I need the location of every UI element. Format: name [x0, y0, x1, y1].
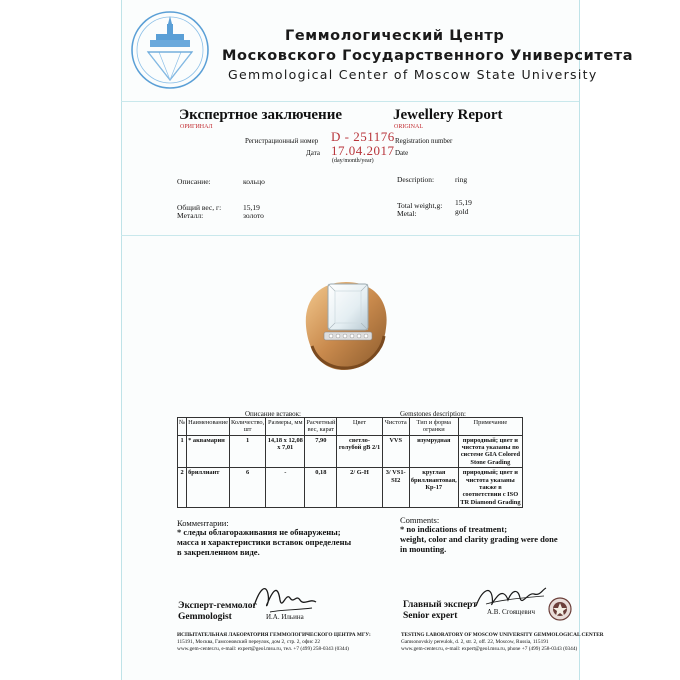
table-header-cell: Цвет	[337, 418, 382, 436]
table-cell: * аквамарин	[187, 435, 230, 467]
ring-photo	[298, 276, 394, 376]
reg-number-label-en: Registration number	[395, 137, 453, 145]
margin-line-left	[121, 0, 122, 680]
report-title-ru: Экспертное заключение	[179, 107, 343, 123]
comments-text-en-2: weight, color and clarity grading were done	[400, 534, 558, 544]
comments-text-ru-3: в закрепленном виде.	[177, 547, 260, 557]
expert-label-en: Gemmologist	[178, 612, 232, 622]
date-label-en: Date	[395, 149, 409, 157]
date-value: 17.04.2017	[331, 143, 395, 158]
description-value-en: ring	[455, 175, 468, 184]
table-cell: 1	[178, 435, 187, 467]
comments-label-en: Comments:	[400, 515, 440, 525]
description-value-ru: кольцо	[243, 177, 265, 186]
table-cell: -	[266, 468, 305, 508]
reg-number-value: D - 251176	[331, 129, 395, 144]
table-header-cell: Чистота	[382, 418, 409, 436]
senior-expert-label-en: Senior expert	[403, 611, 458, 621]
table-cell: круглая бриллиантовая, Кр-17	[409, 468, 458, 508]
footer-contacts-ru: www.gem-center.ru, e-mail: expert@geol.msu.ru, тел. +7 (499) 258-0343 (0344)	[177, 646, 349, 652]
footer-lab-en: TESTING LABORATORY OF MOSCOW UNIVERSITY GEMMOLOGICAL CENTER	[401, 632, 604, 638]
total-weight-label-ru: Общий вес, г:	[177, 203, 222, 212]
date-format-hint: (day/month/year)	[332, 158, 374, 164]
table-header-cell: №	[178, 418, 187, 436]
table-header-cell: Размеры, мм	[266, 418, 305, 436]
table-cell: 1	[229, 435, 265, 467]
reg-number-label-ru: Регистрационный номер	[245, 137, 319, 145]
metal-label-ru: Металл:	[177, 211, 204, 220]
metal-value-ru: золото	[243, 211, 264, 220]
table-cell: бриллиант	[187, 468, 230, 508]
comments-label-ru: Комментарии:	[177, 518, 229, 528]
footer-contacts-en: www.gem-center.ru, e-mail: expert@geol.msu.ru, phone +7 (499) 258-0343 (0344)	[401, 646, 578, 652]
margin-line-right	[579, 0, 580, 680]
table-header-cell: Количество, шт	[230, 419, 265, 434]
footer-lab-ru: ИСПЫТАТЕЛЬНАЯ ЛАБОРАТОРИЯ ГЕММОЛОГИЧЕСКОГО ЦЕНТРА МГУ:	[177, 632, 371, 638]
expert-label-ru: Эксперт-геммолог	[178, 601, 257, 611]
table-cell: 7,90	[305, 435, 337, 467]
guide-line-mid	[121, 235, 579, 236]
metal-value-en: gold	[455, 207, 469, 216]
table-cell: VVS	[382, 435, 409, 467]
comments-text-en-1: * no indications of treatment;	[400, 524, 508, 534]
total-weight-label-en: Total weight,g:	[397, 201, 443, 210]
certificate-seal-icon	[548, 597, 572, 621]
senior-expert-label-ru: Главный эксперт	[403, 600, 477, 610]
metal-label-en: Metal:	[397, 209, 417, 218]
table-cell: 2/ G-H	[337, 468, 382, 508]
table-header-cell: Тип и форма огранки	[409, 418, 458, 436]
comments-text-ru-1: * следы облагораживания не обнаружены;	[177, 527, 341, 537]
header-title-ru-2: Московского Государственного Университета	[222, 48, 634, 64]
footer-address-en: Gamsonovskiy pereulok, d. 2, str. 2, off. 22, Moscow, Russia, 115191	[401, 639, 549, 645]
comments-text-en-3: in mounting.	[400, 544, 447, 554]
table-header-cell: Наименование	[187, 418, 230, 436]
date-label-ru: Дата	[306, 149, 320, 157]
table-cell: изумрудная	[409, 435, 458, 467]
report-title-en: Jewellery Report	[393, 107, 503, 123]
table-cell: 14,18 x 12,08 x 7,01	[266, 435, 305, 467]
table-cell: светло-голубой gB 2/1	[337, 435, 382, 467]
expert-name: И.А. Ильина	[266, 613, 304, 621]
msu-logo-icon	[130, 10, 210, 90]
footer-address-ru: 115191, Москва, Гамсоновский переулок, дом 2, стр. 2, офис 22	[177, 639, 320, 645]
table-cell: 6	[229, 468, 265, 508]
table-row	[178, 468, 523, 508]
guide-line-top	[121, 101, 579, 102]
original-label-en: ORIGINAL	[394, 124, 423, 130]
table-header-cell: Примечание	[458, 418, 522, 436]
table-cell: природный; цвет и чистота указаны по системе GIA Colored Stone Grading	[458, 435, 522, 467]
stones-table	[177, 417, 523, 508]
total-weight-value-en: 15,19	[455, 198, 472, 207]
stones-caption-ru: Описание вставок:	[245, 410, 301, 418]
table-cell: природный; цвет и чистота указаны также в соответствии с ISO TR Diamond Grading	[460, 469, 521, 506]
table-header-cell: Расчетный вес, карат	[306, 419, 336, 434]
stones-caption-en: Gemstones description:	[400, 410, 466, 418]
description-label-ru: Описание:	[177, 177, 211, 186]
total-weight-value-ru: 15,19	[243, 203, 260, 212]
original-label-ru: ОРИГИНАЛ	[180, 124, 213, 130]
table-cell: 0,18	[305, 468, 337, 508]
table-cell: 2	[178, 468, 187, 508]
comments-text-ru-2: масса и характеристики вставок определены	[177, 537, 352, 547]
table-cell: 3/ VS1-SI2	[382, 468, 409, 508]
senior-expert-name: А.В. Сгоящевич	[487, 608, 535, 616]
table-header-row	[178, 418, 523, 436]
table-row	[178, 435, 523, 467]
header-title-ru-1: Геммологический Центр	[285, 28, 505, 44]
header-title-en: Gemmological Center of Moscow State University	[228, 67, 598, 82]
description-label-en: Description:	[397, 175, 435, 184]
